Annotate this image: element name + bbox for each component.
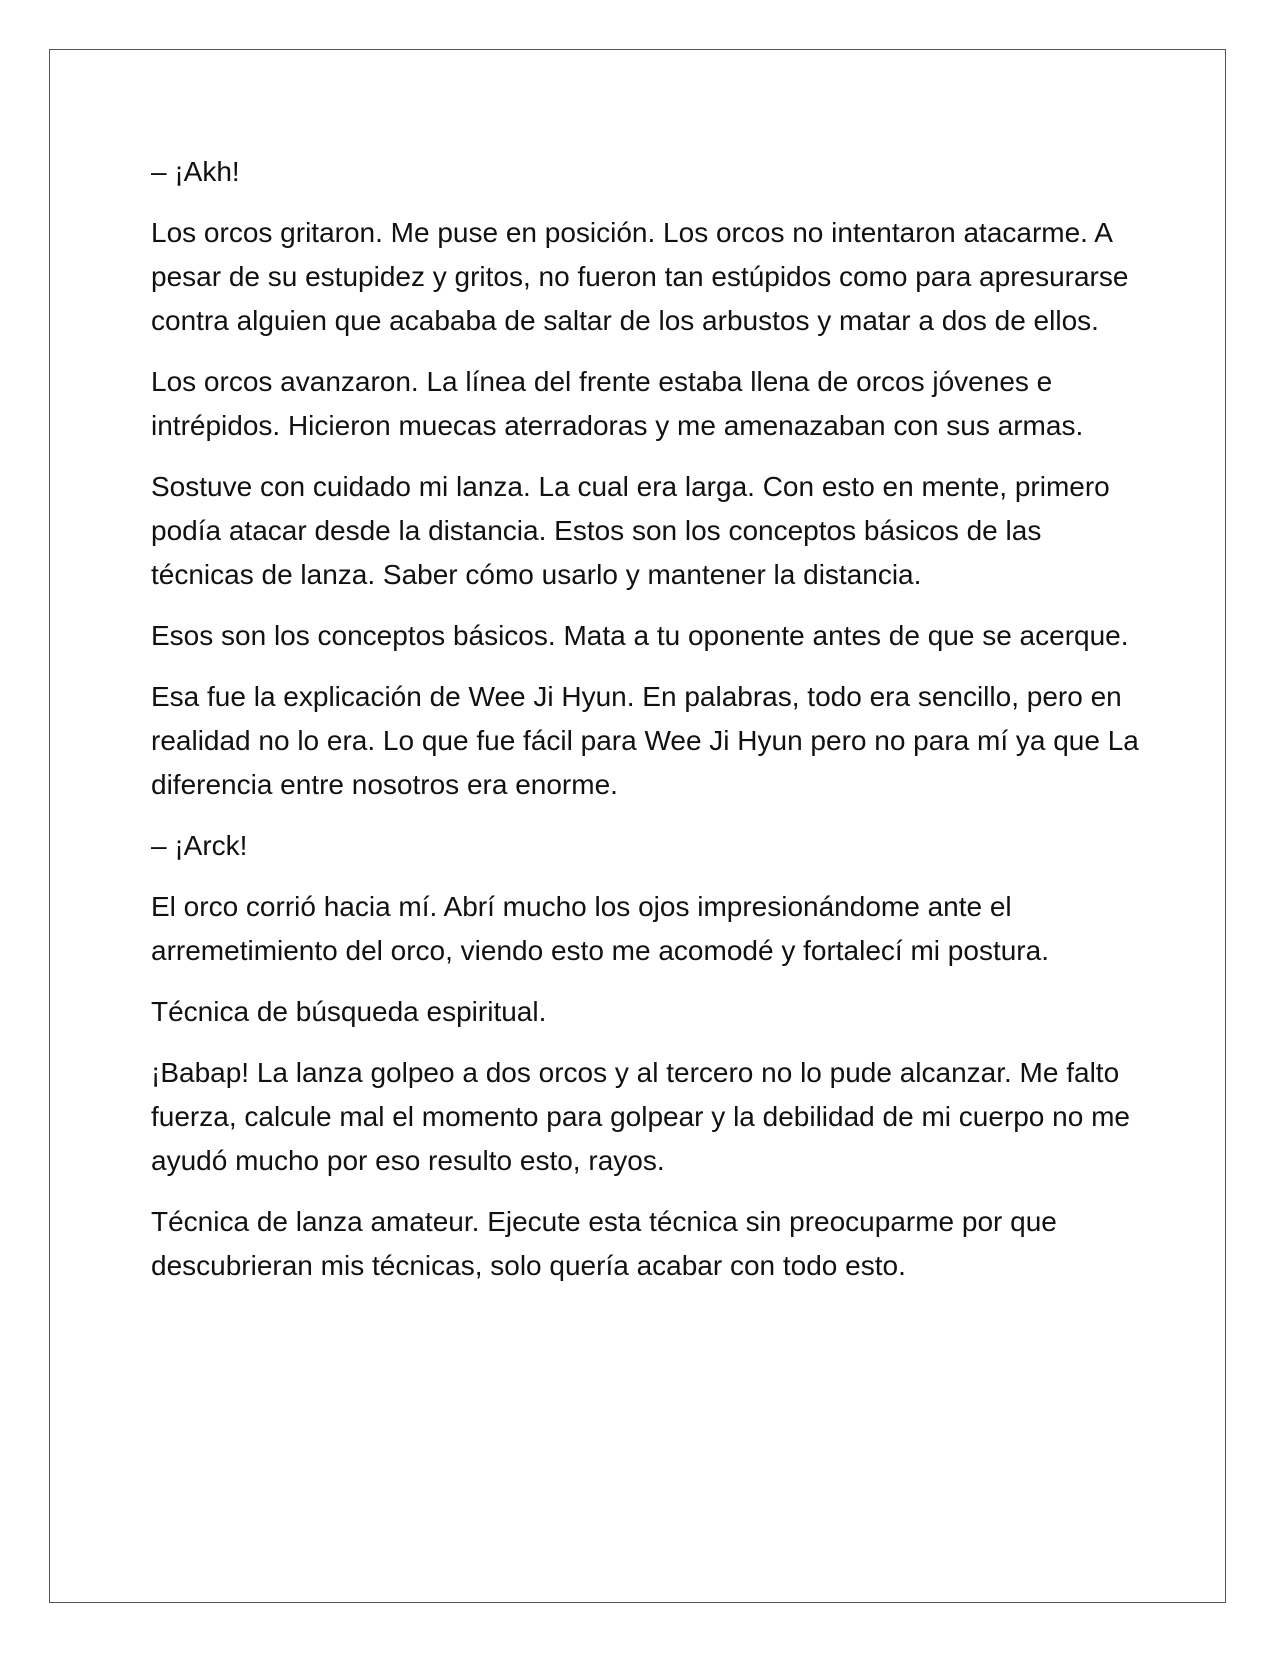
- paragraph: Esos son los conceptos básicos. Mata a tu oponente antes de que se acerque.: [151, 620, 1129, 651]
- paragraph: Los orcos gritaron. Me puse en posición. Los orcos no intentaron atacarme. A pesar de su estupidez y gritos, no fueron tan estúpidos como para apresurarse contra alguien que acababa de saltar de los arbustos y matar a dos de ellos.: [151, 217, 1129, 336]
- paragraph: Técnica de lanza amateur. Ejecute esta técnica sin preocuparme por que descubrieran mis técnicas, solo quería acabar con todo esto.: [151, 1206, 1057, 1281]
- paragraph: Esa fue la explicación de Wee Ji Hyun. En palabras, todo era sencillo, pero en realidad no lo era. Lo que fue fácil para Wee Ji Hyun pero no para mí ya que La diferencia entre nosotros era enorme.: [151, 681, 1139, 800]
- paragraph: ¡Babap! La lanza golpeo a dos orcos y al tercero no lo pude alcanzar. Me falto fuerza, calcule mal el momento para golpear y la debilidad de mi cuerpo no me ayudó mucho por eso resulto esto, rayos.: [151, 1057, 1130, 1176]
- paragraph: Técnica de búsqueda espiritual.: [151, 996, 547, 1027]
- paragraph: – ¡Arck!: [151, 830, 248, 861]
- paragraph: El orco corrió hacia mí. Abrí mucho los ojos impresionándome ante el arremetimiento del orco, viendo esto me acomodé y fortalecí mi postura.: [151, 891, 1049, 966]
- paragraph: Los orcos avanzaron. La línea del frente estaba llena de orcos jóvenes e intrépidos. Hicieron muecas aterradoras y me amenazaban con sus armas.: [151, 366, 1084, 441]
- paragraph: – ¡Akh!: [151, 156, 240, 187]
- document-body: [151, 150, 1141, 1305]
- paragraph: Sostuve con cuidado mi lanza. La cual era larga. Con esto en mente, primero podía atacar desde la distancia. Estos son los conceptos básicos de las técnicas de lanza. Saber cómo usarlo y mantener la distancia.: [151, 471, 1110, 590]
